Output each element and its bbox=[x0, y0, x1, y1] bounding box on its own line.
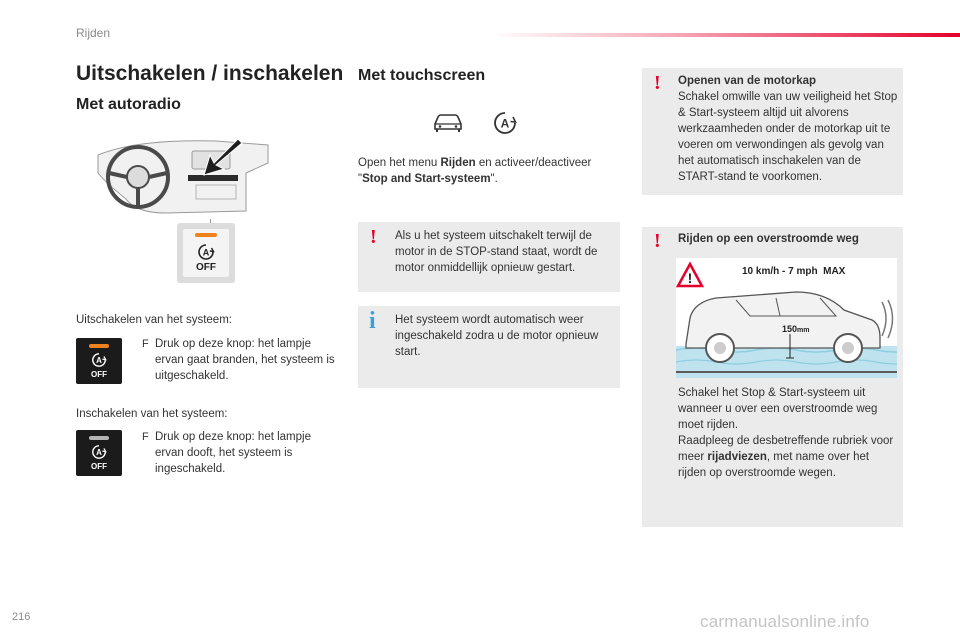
section-title-radio: Met autoradio bbox=[76, 96, 181, 113]
auto-start-stop-icon bbox=[91, 444, 107, 460]
auto-start-stop-icon bbox=[197, 243, 215, 261]
warning-note-text: Als u het systeem uitschakelt terwijl de motor in de STOP-stand staat, wordt de motor onmiddellijk opnieuw gestart. bbox=[395, 230, 598, 274]
section-title-touchscreen: Met touchscreen bbox=[358, 67, 486, 84]
flood-bold-link: rijadviezen bbox=[707, 451, 767, 463]
warning-note-restart bbox=[358, 222, 620, 292]
disable-heading: Uitschakelen van het systeem: bbox=[76, 314, 232, 326]
page-title: Uitschakelen / inschakelen bbox=[76, 62, 344, 85]
auto-off-button-lit[interactable] bbox=[76, 338, 122, 384]
off-label: OFF bbox=[91, 462, 107, 471]
warning-icon: ! bbox=[370, 226, 377, 248]
flood-speed-limit: 10 km/h - 7 mph MAX bbox=[742, 266, 846, 277]
menu-stop-start: Stop and Start-systeem bbox=[362, 173, 491, 185]
info-note-auto-reenable bbox=[358, 306, 620, 388]
page-number: 216 bbox=[12, 611, 31, 623]
off-label: OFF bbox=[196, 262, 216, 273]
bonnet-title: Openen van de motorkap bbox=[678, 75, 817, 87]
header-rule bbox=[490, 33, 960, 37]
svg-text:A: A bbox=[96, 356, 102, 366]
auto-start-stop-icon bbox=[492, 110, 518, 136]
car-icon bbox=[432, 113, 464, 133]
disable-step: Druk op deze knop: het lampje ervan gaat branden, het systeem is uitgeschakeld. bbox=[155, 338, 335, 382]
warning-note-flooded-road bbox=[642, 227, 903, 527]
info-note-text: Het systeem wordt automatisch weer ingeschakeld zodra u de motor opnieuw start. bbox=[395, 314, 599, 358]
auto-off-button-unlit[interactable] bbox=[76, 430, 122, 476]
dashboard-illustration bbox=[96, 133, 270, 221]
bonnet-text: Schakel omwille van uw veiligheid het Stop & Start-systeem altijd uit alvorens werkzaamheden onder de motorkap uit te voeren om verwondingen als gevolg van het automatisch inschakelen van de START-stand te voorkomen. bbox=[678, 91, 898, 183]
warning-note-bonnet bbox=[642, 68, 903, 195]
info-icon: i bbox=[369, 308, 376, 334]
auto-off-button-large[interactable] bbox=[177, 223, 235, 283]
flood-title: Rijden op een overstroomde weg bbox=[678, 233, 859, 245]
touchscreen-instruction: Open het menu Rijden en activeer/deactiveer "Stop and Start-systeem". bbox=[358, 157, 592, 185]
lamp-indicator-on bbox=[195, 233, 217, 237]
watermark: carmanualsonline.info bbox=[700, 612, 870, 631]
section-label: Rijden bbox=[76, 26, 111, 40]
lamp-indicator-off bbox=[89, 436, 109, 440]
bullet-marker: F bbox=[142, 338, 149, 350]
warning-icon: ! bbox=[654, 72, 661, 94]
svg-text:!: ! bbox=[687, 270, 693, 286]
svg-text:A: A bbox=[500, 116, 510, 131]
off-label: OFF bbox=[91, 370, 107, 379]
enable-heading: Inschakelen van het systeem: bbox=[76, 408, 228, 420]
warning-icon: ! bbox=[654, 230, 661, 252]
flood-text: Schakel het Stop & Start-systeem uit wanneer u over een overstroomde weg moet rijden. Raadpleeg de desbetreffende rubriek voor meer rijadviezen, met name over het rijden op overstroomde wegen. bbox=[678, 387, 894, 479]
flood-depth: 150mm bbox=[782, 324, 810, 334]
flood-illustration bbox=[676, 258, 897, 378]
menu-rijden: Rijden bbox=[440, 157, 476, 169]
svg-text:A: A bbox=[202, 247, 210, 258]
lamp-indicator-on bbox=[89, 344, 109, 348]
bullet-marker: F bbox=[142, 431, 149, 443]
enable-step: Druk op deze knop: het lampje ervan dooft, het systeem is ingeschakeld. bbox=[155, 431, 311, 475]
auto-start-stop-icon bbox=[91, 352, 107, 368]
svg-text:A: A bbox=[96, 448, 102, 458]
